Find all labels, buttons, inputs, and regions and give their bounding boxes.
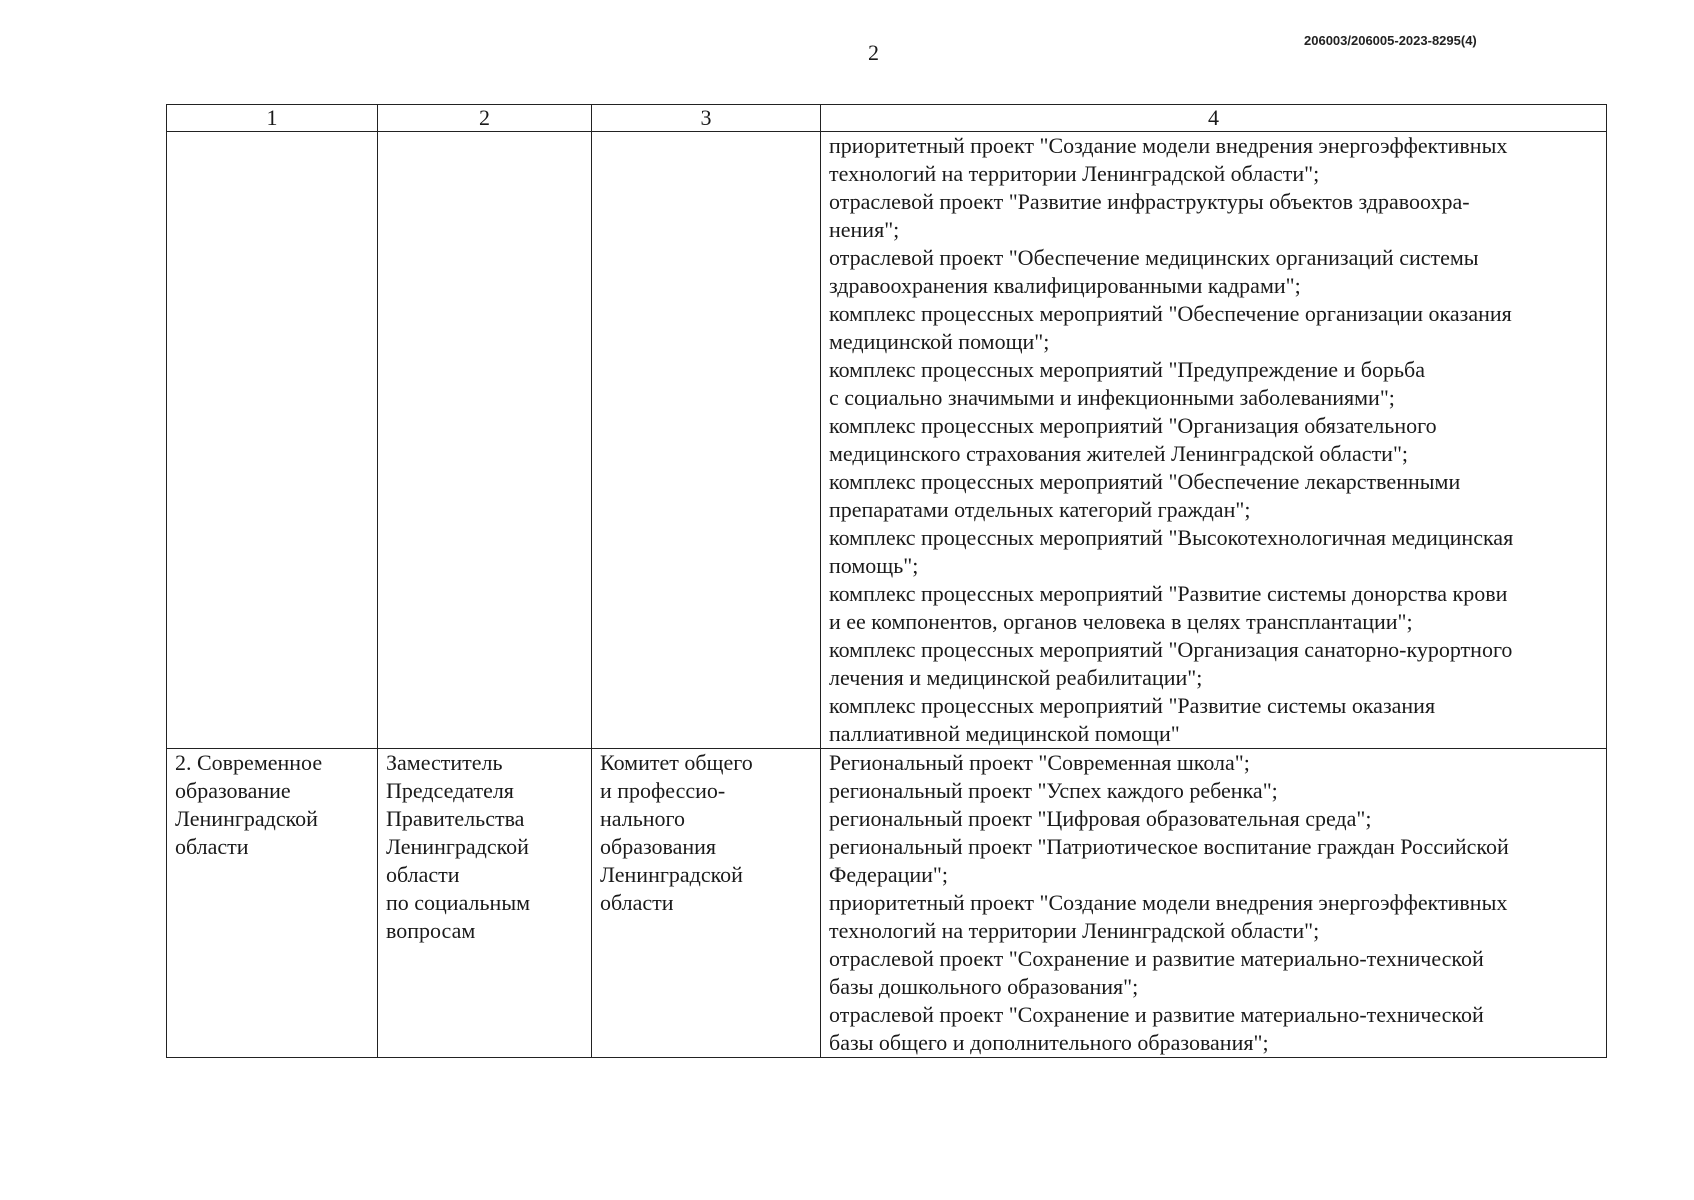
text-line: помощь"; [829,553,919,578]
text-line: комплекс процессных мероприятий "Обеспечение лекарственными [829,469,1461,494]
text-line: по социальным [386,890,531,915]
header-cell: 4 [821,105,1607,132]
text-line: комплекс процессных мероприятий "Организация обязательного [829,413,1437,438]
text-line: региональный проект "Успех каждого ребенка"; [829,778,1278,803]
row2-executor-cell [592,749,821,1058]
text-line: образования [600,834,717,859]
text-line: области [600,890,674,915]
text-line: Федерации"; [829,862,948,887]
text-line: приоритетный проект "Создание модели внедрения энергоэффективных [829,133,1508,158]
row1-projects-cell [821,132,1607,749]
text-line: комплекс процессных мероприятий "Развитие системы донорства крови [829,581,1508,606]
text-line: Председателя [386,778,514,803]
text-line: комплекс процессных мероприятий "Организация санаторно-курортного [829,637,1513,662]
row2-curator-cell [378,749,592,1058]
text-line: Правительства [386,806,525,831]
text-line: нального [600,806,685,831]
text-line: технологий на территории Ленинградской области"; [829,918,1320,943]
text-line: базы общего и дополнительного образования"; [829,1030,1269,1055]
text-line: области [175,834,249,859]
table-row [167,749,1607,1058]
table-row [167,132,1607,749]
text-line: отраслевой проект "Сохранение и развитие материально-технической [829,1002,1484,1027]
text-line: препаратами отдельных категорий граждан"; [829,497,1251,522]
text-line: региональный проект "Цифровая образовательная среда"; [829,806,1372,831]
text-line: паллиативной медицинской помощи" [829,721,1180,746]
text-line: технологий на территории Ленинградской области"; [829,161,1320,186]
document-id: 206003/206005-2023-8295(4) [1304,33,1477,48]
text-line: базы дошкольного образования"; [829,974,1139,999]
text-line: Ленинградской [386,834,529,859]
text-line: и профессио- [600,778,726,803]
text-line: области [386,862,460,887]
text-line: комплекс процессных мероприятий "Обеспечение организации оказания [829,301,1512,326]
header-cell: 3 [592,105,821,132]
text-line: комплекс процессных мероприятий "Предупреждение и борьба [829,357,1425,382]
header-cell: 2 [378,105,592,132]
text-line: отраслевой проект "Сохранение и развитие материально-технической [829,946,1484,971]
text-line: приоритетный проект "Создание модели внедрения энергоэффективных [829,890,1508,915]
row1-program-cell [167,132,378,749]
text-line: отраслевой проект "Развитие инфраструктуры объектов здравоохра- [829,189,1470,214]
text-line: Региональный проект "Современная школа"; [829,750,1250,775]
text-line: и ее компонентов, органов человека в целях трансплантации"; [829,609,1413,634]
text-line: лечения и медицинской реабилитации"; [829,665,1203,690]
program-table [166,104,1607,1058]
text-line: Ленинградской [600,862,743,887]
text-line: образование [175,778,291,803]
text-line: медицинской помощи"; [829,329,1050,354]
text-line: Заместитель [386,750,503,775]
text-line: Комитет общего [600,750,753,775]
text-line: здравоохранения квалифицированными кадрами"; [829,273,1301,298]
row1-executor-cell [592,132,821,749]
text-line: 2. Современное [175,750,323,775]
header-cell: 1 [167,105,378,132]
row2-program-cell [167,749,378,1058]
text-line: вопросам [386,918,476,943]
text-line: комплекс процессных мероприятий "Высокотехнологичная медицинская [829,525,1514,550]
text-line: с социально значимыми и инфекционными заболеваниями"; [829,385,1395,410]
table-header-row [167,105,1607,132]
text-line: Ленинградской [175,806,318,831]
text-line: отраслевой проект "Обеспечение медицинских организаций системы [829,245,1479,270]
text-line: нения"; [829,217,900,242]
text-line: комплекс процессных мероприятий "Развитие системы оказания [829,693,1436,718]
row1-curator-cell [378,132,592,749]
page-number: 2 [868,40,879,65]
text-line: медицинского страхования жителей Ленинградской области"; [829,441,1409,466]
row2-projects-cell [821,749,1607,1058]
text-line: региональный проект "Патриотическое воспитание граждан Российской [829,834,1509,859]
